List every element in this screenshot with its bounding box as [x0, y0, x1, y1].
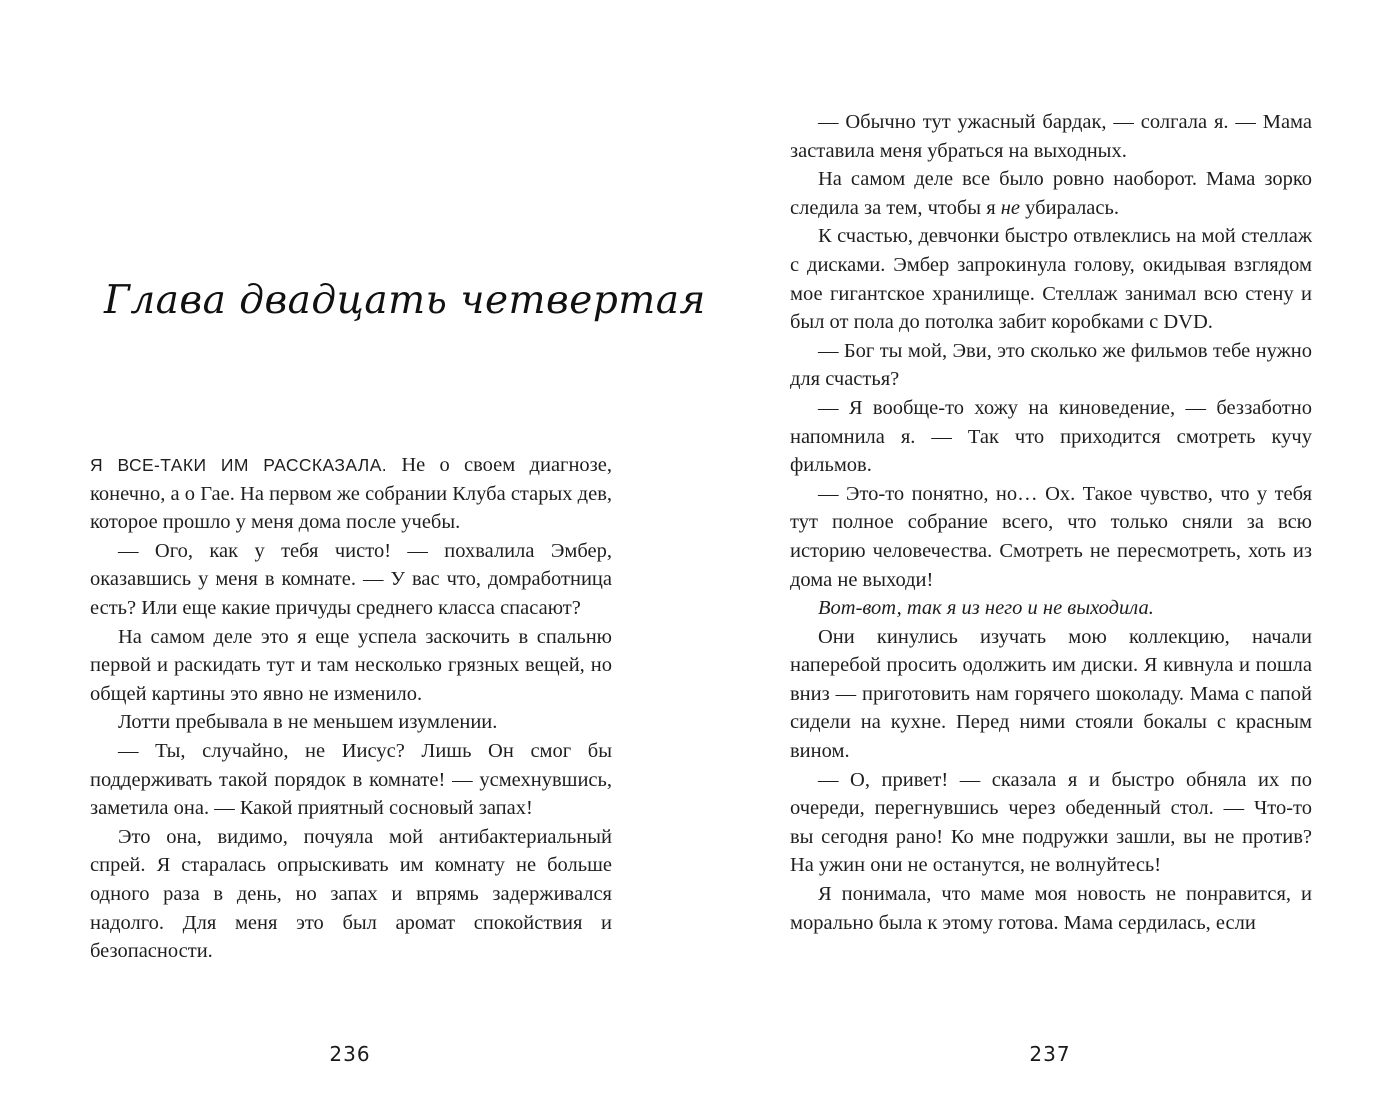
paragraph: — Это-то понятно, но… Ох. Такое чувство, что у тебя тут полное собрание всего, что только сняли за всю историю человечества. Смотреть не пересмотреть, хоть из дома не выходи!: [790, 482, 1312, 591]
paragraph: Я понимала, что маме моя новость не понравится, и морально была к этому готова. Мама сердилась, если: [790, 883, 1312, 934]
chapter-lead-caps: Я ВСЕ-ТАКИ ИМ РАССКАЗАЛА.: [90, 455, 388, 475]
paragraph: — Ого, как у тебя чисто! — похвалила Эмбер, оказавшись у меня в комнате. — У вас что, домработница есть? Или еще какие причуды среднего класса спасают?: [90, 539, 612, 619]
paragraph: — Бог ты мой, Эви, это сколько же фильмов тебе нужно для счастья?: [790, 339, 1312, 391]
paragraph: [790, 165, 1312, 222]
paragraph-text: Не о своем диагнозе, конечно, а о Гае. На первом же собрании Клуба старых дев, которое прошло у меня дома после учебы.: [90, 454, 612, 534]
chapter-title: Глава двадцать четвертая: [104, 278, 706, 323]
paragraph: — Обычно тут ужасный бардак, — солгала я. — Мама заставила меня убраться на выходных.: [790, 111, 1312, 162]
paragraph: — Ты, случайно, не Иисус? Лишь Он смог бы поддерживать такой порядок в комнате! — усмехнувшись, заметила она. — Какой приятный сосновый запах!: [90, 739, 612, 820]
paragraph: Они кинулись изучать мою коллекцию, начали наперебой просить одолжить им диски. Я кивнула и пошла вниз — приготовить нам горячего шоколаду. Мама с папой сидели на кухне. Перед ними стояли бокалы с красным вином.: [790, 625, 1312, 763]
right-page: [700, 0, 1400, 1119]
page-number-right: 237: [1029, 1042, 1071, 1066]
paragraph-text: убиралась.: [1020, 196, 1119, 219]
paragraph: На самом деле это я еще успела заскочить в спальню первой и раскидать тут и там несколько грязных вещей, но общей картины это явно не изменило.: [90, 625, 612, 705]
emphasis-text: не: [1000, 196, 1021, 219]
right-page-text: [790, 108, 1312, 937]
page-number-left: 236: [329, 1042, 371, 1066]
paragraph: — О, привет! — сказала я и быстро обняла их по очереди, перегнувшись через обеденный стол. — Что-то вы сегодня рано! Ко мне подружки зашли, вы не против? На ужин они не останутся, не волнуйтесь!: [790, 768, 1312, 877]
paragraph: Лотти пребывала в не меньшем изумлении.: [118, 711, 498, 734]
paragraph: К счастью, девчонки быстро отвлеклись на мой стеллаж с дисками. Эмбер запрокинула голову, окидывая взглядом мое гигантское хранилище. Стеллаж занимал всю стену и был от пола до потолка забит коробками с DVD.: [790, 225, 1312, 334]
left-page-text: [90, 451, 612, 966]
paragraph-text: На самом деле все было ровно наоборот. Мама зорко следила за тем, чтобы я: [790, 168, 1312, 219]
italic-paragraph: Вот-вот, так я из него и не выходила.: [818, 597, 1154, 620]
paragraph: Это она, видимо, почуяла мой антибактериальный спрей. Я старалась опрыскивать им комнату не больше одного раза в день, но запах и впрямь задерживался надолго. Для меня это был аромат спокойствия и безопасности.: [90, 825, 612, 963]
paragraph: [90, 451, 612, 537]
paragraph: — Я вообще-то хожу на киноведение, — беззаботно напомнила я. — Так что приходится смотреть кучу фильмов.: [790, 396, 1312, 477]
